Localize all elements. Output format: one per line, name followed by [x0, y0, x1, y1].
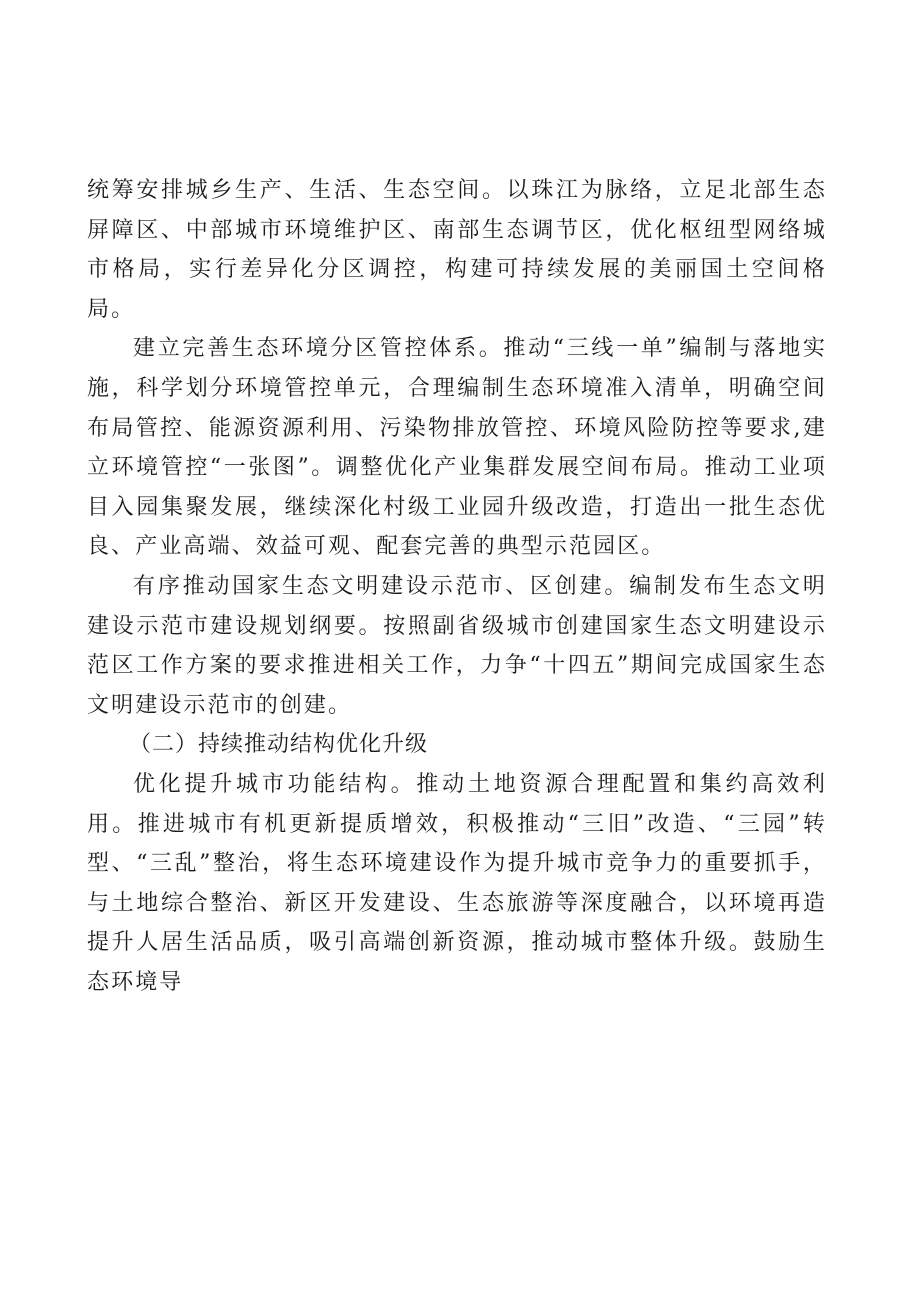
- paragraph-zoning-control: 建立完善生态环境分区管控体系。推动“三线一单”编制与落地实施，科学划分环境管控单元，合理编制生态环境准入清单，明确空间布局管控、能源资源利用、污染物排放管控、环境风险防控等要求,建立环境管控“一张图”。调整优化产业集群发展空间布局。推动工业项目入园集聚发展，继续深化村级工业园升级改造，打造出一批生态优良、产业高端、效益可观、配套完善的典型示范园区。: [87, 336, 827, 560]
- paragraph-eco-civilization-demo: 有序推动国家生态文明建设示范市、区创建。编制发布生态文明建设示范市建设规划纲要。按照副省级城市创建国家生态文明建设示范区工作方案的要求推进相关工作，力争“十四五”期间完成国家生态文明建设示范市的创建。: [87, 573, 827, 718]
- section-heading: （二）持续推动结构优化升级: [129, 732, 429, 758]
- paragraph-spatial-layout: 统筹安排城乡生产、生活、生态空间。以珠江为脉络，立足北部生态屏障区、中部城市环境维护区、南部生态调节区，优化枢纽型网络城市格局，实行差异化分区调控，构建可持续发展的美丽国土空间格局。: [87, 178, 827, 322]
- paragraph-urban-function: 优化提升城市功能结构。推动土地资源合理配置和集约高效利用。推进城市有机更新提质增效，积极推动“三旧”改造、“三园”转型、“三乱”整治，将生态环境建设作为提升城市竞争力的重要抓手，与土地综合整治、新区开发建设、生态旅游等深度融合，以环境再造提升人居生活品质，吸引高端创新资源，推动城市整体升级。鼓励生态环境导: [87, 771, 827, 995]
- document-body: [87, 171, 827, 1002]
